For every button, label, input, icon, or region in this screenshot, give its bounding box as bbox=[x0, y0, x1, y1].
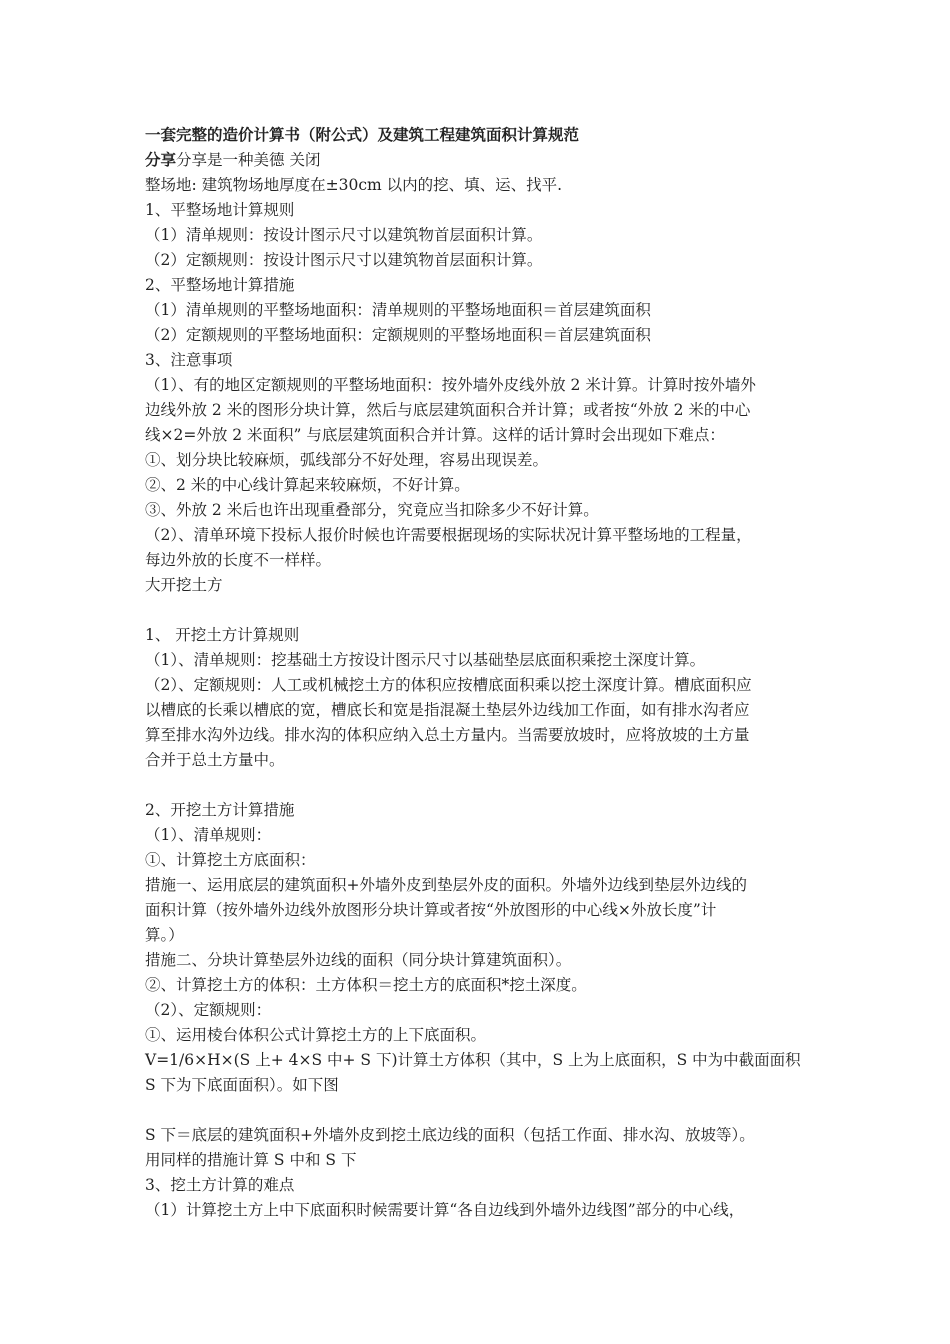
document-body bbox=[145, 122, 815, 1223]
section-heading-leveling-rules: 1、平整场地计算规则 bbox=[145, 201, 295, 219]
paragraph-line: S 下＝底层的建筑面积+外墙外皮到挖土底边线的面积（包括工作面、排水沟、放坡等）。 bbox=[145, 1126, 755, 1144]
list-item: ①、划分块比较麻烦，弧线部分不好处理，容易出现误差。 bbox=[145, 451, 549, 469]
list-item: ②、计算挖土方的体积：土方体积＝挖土方的底面积*挖土深度。 bbox=[145, 976, 587, 994]
share-text: 分享是一种美德 bbox=[176, 151, 285, 169]
section-heading-difficulties: 3、挖土方计算的难点 bbox=[145, 1176, 295, 1194]
formula-line: V=1/6×H×(S 上+ 4×S 中+ S 下)计算土方体积（其中，S 上为上底面积，S 中为中截面面积 bbox=[145, 1051, 801, 1069]
close-link[interactable]: 关闭 bbox=[289, 151, 321, 169]
paragraph-line: （2）、清单环境下投标人报价时候也许需要根据现场的实际状况计算平整场地的工程量， bbox=[145, 526, 752, 544]
paragraph-line: 线×2=外放 2 米面积” 与底层建筑面积合并计算。这样的话计算时会出现如下难点： bbox=[145, 426, 725, 444]
list-item: ①、运用棱台体积公式计算挖土方的上下底面积。 bbox=[145, 1026, 487, 1044]
paragraph-line: 面积计算（按外墙外边线外放图形分块计算或者按“外放图形的中心线×外放长度”计 bbox=[145, 901, 717, 919]
section-heading-excavation: 大开挖土方 bbox=[145, 576, 223, 594]
share-bar bbox=[145, 147, 815, 173]
paragraph-line: 每边外放的长度不一样样。 bbox=[145, 551, 332, 569]
paragraph-line: 算。） bbox=[145, 926, 184, 944]
paragraph-line: （1）清单规则：按设计图示尺寸以建筑物首层面积计算。 bbox=[145, 226, 543, 244]
paragraph-line: 措施一、运用底层的建筑面积+外墙外皮到垫层外皮的面积。外墙外边线到垫层外边线的 bbox=[145, 876, 747, 894]
section-heading-notes: 3、注意事项 bbox=[145, 351, 233, 369]
paragraph-line: 合并于总土方量中。 bbox=[145, 751, 285, 769]
list-item: ①、计算挖土方底面积： bbox=[145, 851, 316, 869]
list-item: ③、外放 2 米后也许出现重叠部分，究竟应当扣除多少不好计算。 bbox=[145, 501, 599, 519]
paragraph-line: 措施二、分块计算垫层外边线的面积（同分块计算建筑面积）。 bbox=[145, 951, 572, 969]
paragraph-line: 算至排水沟外边线。排水沟的体积应纳入总土方量内。当需要放坡时，应将放坡的土方量 bbox=[145, 726, 750, 744]
list-item: ②、2 米的中心线计算起来较麻烦，不好计算。 bbox=[145, 476, 470, 494]
paragraph-line: （1）、清单规则：挖基础土方按设计图示尺寸以基础垫层底面积乘挖土深度计算。 bbox=[145, 651, 706, 669]
paragraph-line: （1）、清单规则： bbox=[145, 826, 272, 844]
paragraph-line: （1）、有的地区定额规则的平整场地面积：按外墙外皮线外放 2 米计算。计算时按外墙外 bbox=[145, 376, 756, 394]
section-heading-excavation-rules: 1、 开挖土方计算规则 bbox=[145, 626, 300, 644]
blank-line bbox=[145, 1098, 815, 1123]
paragraph-line: （2）、定额规则： bbox=[145, 1001, 272, 1019]
blank-line bbox=[145, 773, 815, 798]
section-heading-leveling-methods: 2、平整场地计算措施 bbox=[145, 276, 295, 294]
paragraph-line: 以槽底的长乘以槽底的宽，槽底长和宽是指混凝土垫层外边线加工作面，如有排水沟者应 bbox=[145, 701, 750, 719]
paragraph-line: （2）定额规则：按设计图示尺寸以建筑物首层面积计算。 bbox=[145, 251, 543, 269]
paragraph-line: 边线外放 2 米的图形分块计算，然后与底层建筑面积合并计算；或者按“外放 2 米的中心 bbox=[145, 401, 751, 419]
paragraph-line: 用同样的措施计算 S 中和 S 下 bbox=[145, 1151, 357, 1169]
section-heading-excavation-methods: 2、开挖土方计算措施 bbox=[145, 801, 295, 819]
formula-line: S 下为下底面面积）。如下图 bbox=[145, 1076, 339, 1094]
document-title: 一套完整的造价计算书（附公式）及建筑工程建筑面积计算规范 bbox=[145, 125, 580, 144]
paragraph-line: （1）清单规则的平整场地面积：清单规则的平整场地面积＝首层建筑面积 bbox=[145, 301, 651, 319]
share-label: 分享 bbox=[145, 150, 177, 169]
paragraph-line: （2）定额规则的平整场地面积：定额规则的平整场地面积＝首层建筑面积 bbox=[145, 326, 651, 344]
paragraph-line: （1）计算挖土方上中下底面积时候需要计算“各自边线到外墙外边线图”部分的中心线， bbox=[145, 1201, 745, 1219]
blank-line bbox=[145, 598, 815, 623]
paragraph-site-leveling-definition: 整场地: 建筑物场地厚度在±30cm 以内的挖、填、运、找平. bbox=[145, 176, 563, 194]
paragraph-line: （2）、定额规则：人工或机械挖土方的体积应按槽底面积乘以挖土深度计算。槽底面积应 bbox=[145, 676, 752, 694]
